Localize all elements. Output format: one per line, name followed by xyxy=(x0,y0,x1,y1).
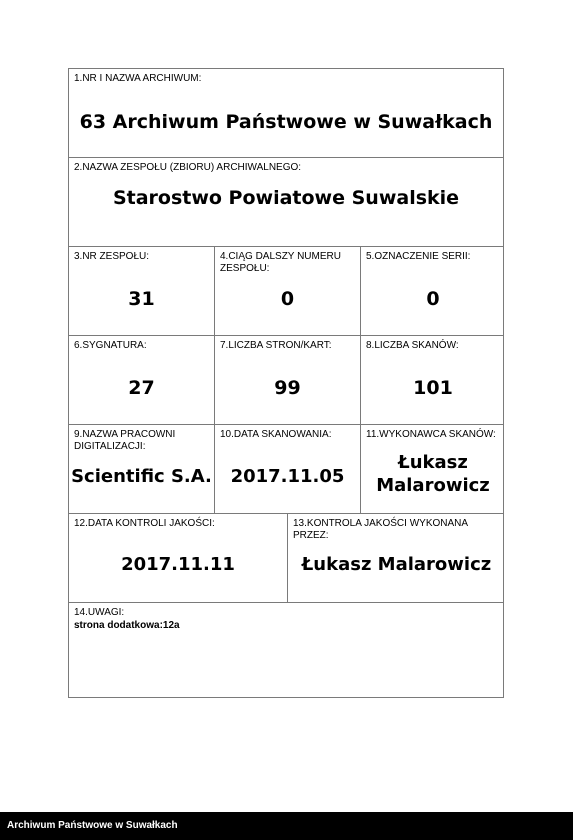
number-continuation-value: 0 xyxy=(280,288,295,310)
lab-label: 9.NAZWA PRACOWNI DIGITALIZACJI: xyxy=(74,429,176,452)
cell-series xyxy=(360,247,505,335)
lab-value: Scientific S.A. xyxy=(71,466,212,487)
series-label: 5.OZNACZENIE SERII: xyxy=(366,251,471,262)
cell-scans xyxy=(360,336,505,424)
row-fonds-number xyxy=(69,247,503,336)
row-signature xyxy=(69,336,503,425)
fonds-label: 2.NAZWA ZESPOŁU (ZBIORU) ARCHIWALNEGO: xyxy=(74,162,302,173)
scans-value: 101 xyxy=(413,377,453,399)
archive-value: 63 Archiwum Państwowe w Suwałkach xyxy=(79,111,493,133)
cell-scanner xyxy=(360,425,505,513)
row-qc xyxy=(69,514,503,603)
scanner-label: 11.WYKONAWCA SKANÓW: xyxy=(366,429,496,440)
row-lab xyxy=(69,425,503,514)
signature-label: 6.SYGNATURA: xyxy=(74,340,147,351)
qc-by-value: Łukasz Malarowicz xyxy=(301,554,492,575)
scan-date-value: 2017.11.05 xyxy=(230,466,345,487)
cell-archive xyxy=(69,69,503,157)
qc-by-label: 13.KONTROLA JAKOŚCI WYKONANA PRZEZ: xyxy=(293,518,468,541)
pages-value: 99 xyxy=(274,377,301,399)
row-archive xyxy=(69,69,503,158)
scans-label: 8.LICZBA SKANÓW: xyxy=(366,340,459,351)
footer-bar xyxy=(0,812,573,840)
cell-pages xyxy=(214,336,360,424)
cell-notes xyxy=(69,603,503,699)
cell-lab xyxy=(69,425,214,513)
cell-qc-date xyxy=(69,514,287,602)
archive-label: 1.NR I NAZWA ARCHIWUM: xyxy=(74,73,202,84)
metadata-form xyxy=(68,68,504,698)
footer-text: Archiwum Państwowe w Suwałkach xyxy=(7,820,178,831)
qc-date-label: 12.DATA KONTROLI JAKOŚCI: xyxy=(74,518,215,529)
row-notes xyxy=(69,603,503,699)
signature-value: 27 xyxy=(128,377,155,399)
qc-date-value: 2017.11.11 xyxy=(121,554,235,575)
fonds-number-value: 31 xyxy=(128,288,155,310)
scanner-value-line1: Łukasz xyxy=(398,452,468,473)
cell-scan-date xyxy=(214,425,360,513)
number-continuation-label: 4.CIĄG DALSZY NUMERU ZESPOŁU: xyxy=(220,251,341,274)
pages-label: 7.LICZBA STRON/KART: xyxy=(220,340,332,351)
row-fonds xyxy=(69,158,503,247)
cell-qc-by xyxy=(287,514,505,602)
cell-signature xyxy=(69,336,214,424)
fonds-value: Starostwo Powiatowe Suwalskie xyxy=(112,187,460,209)
scanner-value-line2: Malarowicz xyxy=(376,475,490,496)
series-value: 0 xyxy=(426,288,440,310)
notes-value: strona dodatkowa:12a xyxy=(74,620,180,631)
cell-number-continuation xyxy=(214,247,360,335)
fonds-number-label: 3.NR ZESPOŁU: xyxy=(74,251,150,262)
scan-date-label: 10.DATA SKANOWANIA: xyxy=(220,429,332,440)
cell-fonds-number xyxy=(69,247,214,335)
cell-fonds xyxy=(69,158,503,246)
notes-label: 14.UWAGI: xyxy=(74,607,125,618)
